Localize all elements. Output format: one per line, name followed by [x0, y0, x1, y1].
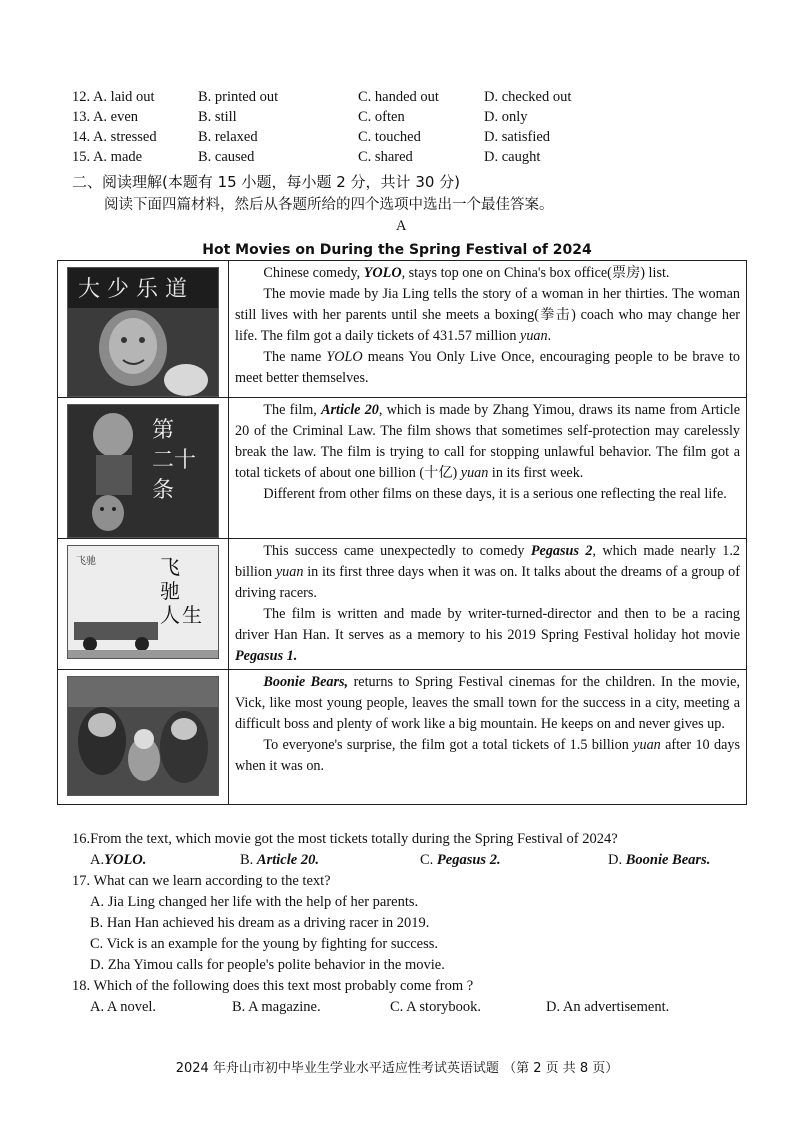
cloze-option-row-15: [72, 149, 692, 169]
yolo-para-1: Chinese comedy, YOLO, stays top one on China's box office(票房) list.: [263, 265, 670, 281]
cloze-option-row-12: [72, 89, 692, 109]
question-18-option-c[interactable]: C. A storybook.: [390, 999, 482, 1015]
option-a: 12. A. laid out: [72, 89, 155, 105]
article-20-para-1: The film, Article 20, which is made by Zhang Yimou, draws its name from Article 20 of the Criminal Law. The film shows that sometimes self-protection may carelessly break the law. The film is trying to call for stopping unlawful behavior. The film got a total tickets of about one billion (十亿) yuan in its first week.: [235, 402, 740, 481]
poster-cell: [58, 539, 229, 670]
cloze-option-row-14: [72, 129, 692, 149]
question-16-stem: 16.From the text, which movie got the most tickets totally during the Spring Festival of 2024?: [72, 831, 618, 847]
option-b: B. printed out: [198, 89, 279, 105]
question-18-option-b[interactable]: B. A magazine.: [232, 999, 321, 1015]
option-b: B. still: [198, 109, 237, 125]
option-a: 14. A. stressed: [72, 129, 157, 145]
question-18-option-d[interactable]: D. An advertisement.: [546, 999, 670, 1015]
movie-row-boonie-bears: [58, 670, 747, 805]
option-c: C. touched: [358, 129, 421, 145]
option-c: C. often: [358, 109, 405, 125]
pegasus-2-para-1: This success came unexpectedly to comedy Pegasus 2, which made nearly 1.2 billion yuan in its first three days when it was on. It talks about the dreams of a group of driving racers.: [235, 543, 741, 601]
movie-row-pegasus-2: [58, 539, 747, 670]
option-d: D. caught: [484, 149, 541, 165]
option-b: B. caused: [198, 149, 255, 165]
boonie-bears-poster-image: [67, 676, 219, 796]
question-16-option-c[interactable]: C. Pegasus 2.: [420, 852, 501, 868]
question-17-option-c[interactable]: C. Vick is an example for the young by fighting for success.: [90, 936, 438, 952]
boonie-bears-para-1: Boonie Bears, returns to Spring Festival cinemas for the children. In the movie, Vick, like most young people, leaves the small town for the success in a city, meeting a difficult boss and plenty of work like a big mountain. He keeps on and never gives up.: [235, 674, 740, 732]
question-18-stem: 18. Which of the following does this text most probably come from ?: [72, 978, 474, 994]
question-17-stem: 17. What can we learn according to the text?: [72, 873, 331, 889]
boonie-bears-para-2: To everyone's surprise, the film got a total tickets of 1.5 billion yuan after 10 days when it was on.: [235, 737, 740, 774]
svg-text:条: 条: [152, 478, 175, 503]
poster-cell: [58, 261, 229, 398]
poster-cell: [58, 398, 229, 539]
option-d: D. checked out: [484, 89, 572, 105]
option-c: C. handed out: [358, 89, 439, 105]
svg-text:二十: 二十: [152, 448, 197, 473]
question-17-option-a[interactable]: A. Jia Ling changed her life with the help of her parents.: [90, 894, 419, 910]
pegasus-2-para-2: The film is written and made by writer-turned-director and then to be a racing driver Han Han. It serves as a memory to his 2019 Spring Festival holiday hot movie Pegasus 1.: [235, 606, 740, 664]
cloze-option-row-13: [72, 109, 692, 129]
option-d: D. only: [484, 109, 528, 125]
question-16-option-d[interactable]: D. Boonie Bears.: [608, 852, 711, 868]
option-b: B. relaxed: [198, 129, 258, 145]
passage-letter: A: [396, 218, 407, 234]
question-17-option-b[interactable]: B. Han Han achieved his dream as a driving racer in 2019.: [90, 915, 430, 931]
movie-row-article-20: [58, 398, 747, 539]
option-a: 13. A. even: [72, 109, 139, 125]
section-heading: 二、阅读理解(本题有 15 小题，每小题 2 分，共计 30 分): [72, 173, 461, 191]
article-20-poster-image: [67, 404, 219, 538]
yolo-para-2: The movie made by Jia Ling tells the story of a woman in her thirties. The woman still lives with her parents until she meets a boxing(拳击) coach who may change her life. The film got a daily tickets of 431.57 million yuan.: [235, 286, 740, 344]
svg-text:驰: 驰: [160, 579, 180, 603]
poster-cell: [58, 670, 229, 805]
svg-text:飞: 飞: [160, 555, 180, 579]
question-18-option-a[interactable]: A. A novel.: [90, 999, 157, 1015]
question-16-option-a[interactable]: A.YOLO.: [90, 852, 147, 868]
svg-text:人: 人: [160, 603, 180, 627]
instruction: 阅读下面四篇材料，然后从各题所给的四个选项中选出一个最佳答案。: [104, 197, 554, 213]
option-a: 15. A. made: [72, 149, 143, 165]
pegasus-2-poster-image: [67, 545, 219, 659]
passage-title: Hot Movies on During the Spring Festival of 2024: [202, 242, 592, 258]
pegasus-2-description: [229, 539, 747, 670]
option-d: D. satisfied: [484, 129, 551, 145]
yolo-poster-image: [67, 267, 219, 397]
boonie-bears-description: [229, 670, 747, 805]
page-footer: 2024 年舟山市初中毕业生学业水平适应性考试英语试题 （第 2 页 共 8 页）: [175, 1061, 619, 1076]
question-17-option-d[interactable]: D. Zha Yimou calls for people's polite behavior in the movie.: [90, 957, 445, 973]
movie-table: [57, 260, 747, 805]
option-c: C. shared: [358, 149, 413, 165]
svg-text:第: 第: [152, 418, 175, 443]
yolo-para-3: The name YOLO means You Only Live Once, encouraging people to be brave to meet better themselves.: [235, 349, 741, 386]
svg-text:大 少 乐 道: 大 少 乐 道: [78, 277, 187, 302]
svg-text:生: 生: [182, 603, 202, 627]
yolo-description: [229, 261, 747, 398]
movie-row-yolo: [58, 261, 747, 398]
question-16-option-b[interactable]: B. Article 20.: [240, 852, 319, 868]
article-20-para-2: Different from other films on these days, it is a serious one reflecting the real life.: [263, 486, 727, 502]
svg-text:飞驰: 飞驰: [76, 556, 96, 567]
article-20-description: [229, 398, 747, 539]
